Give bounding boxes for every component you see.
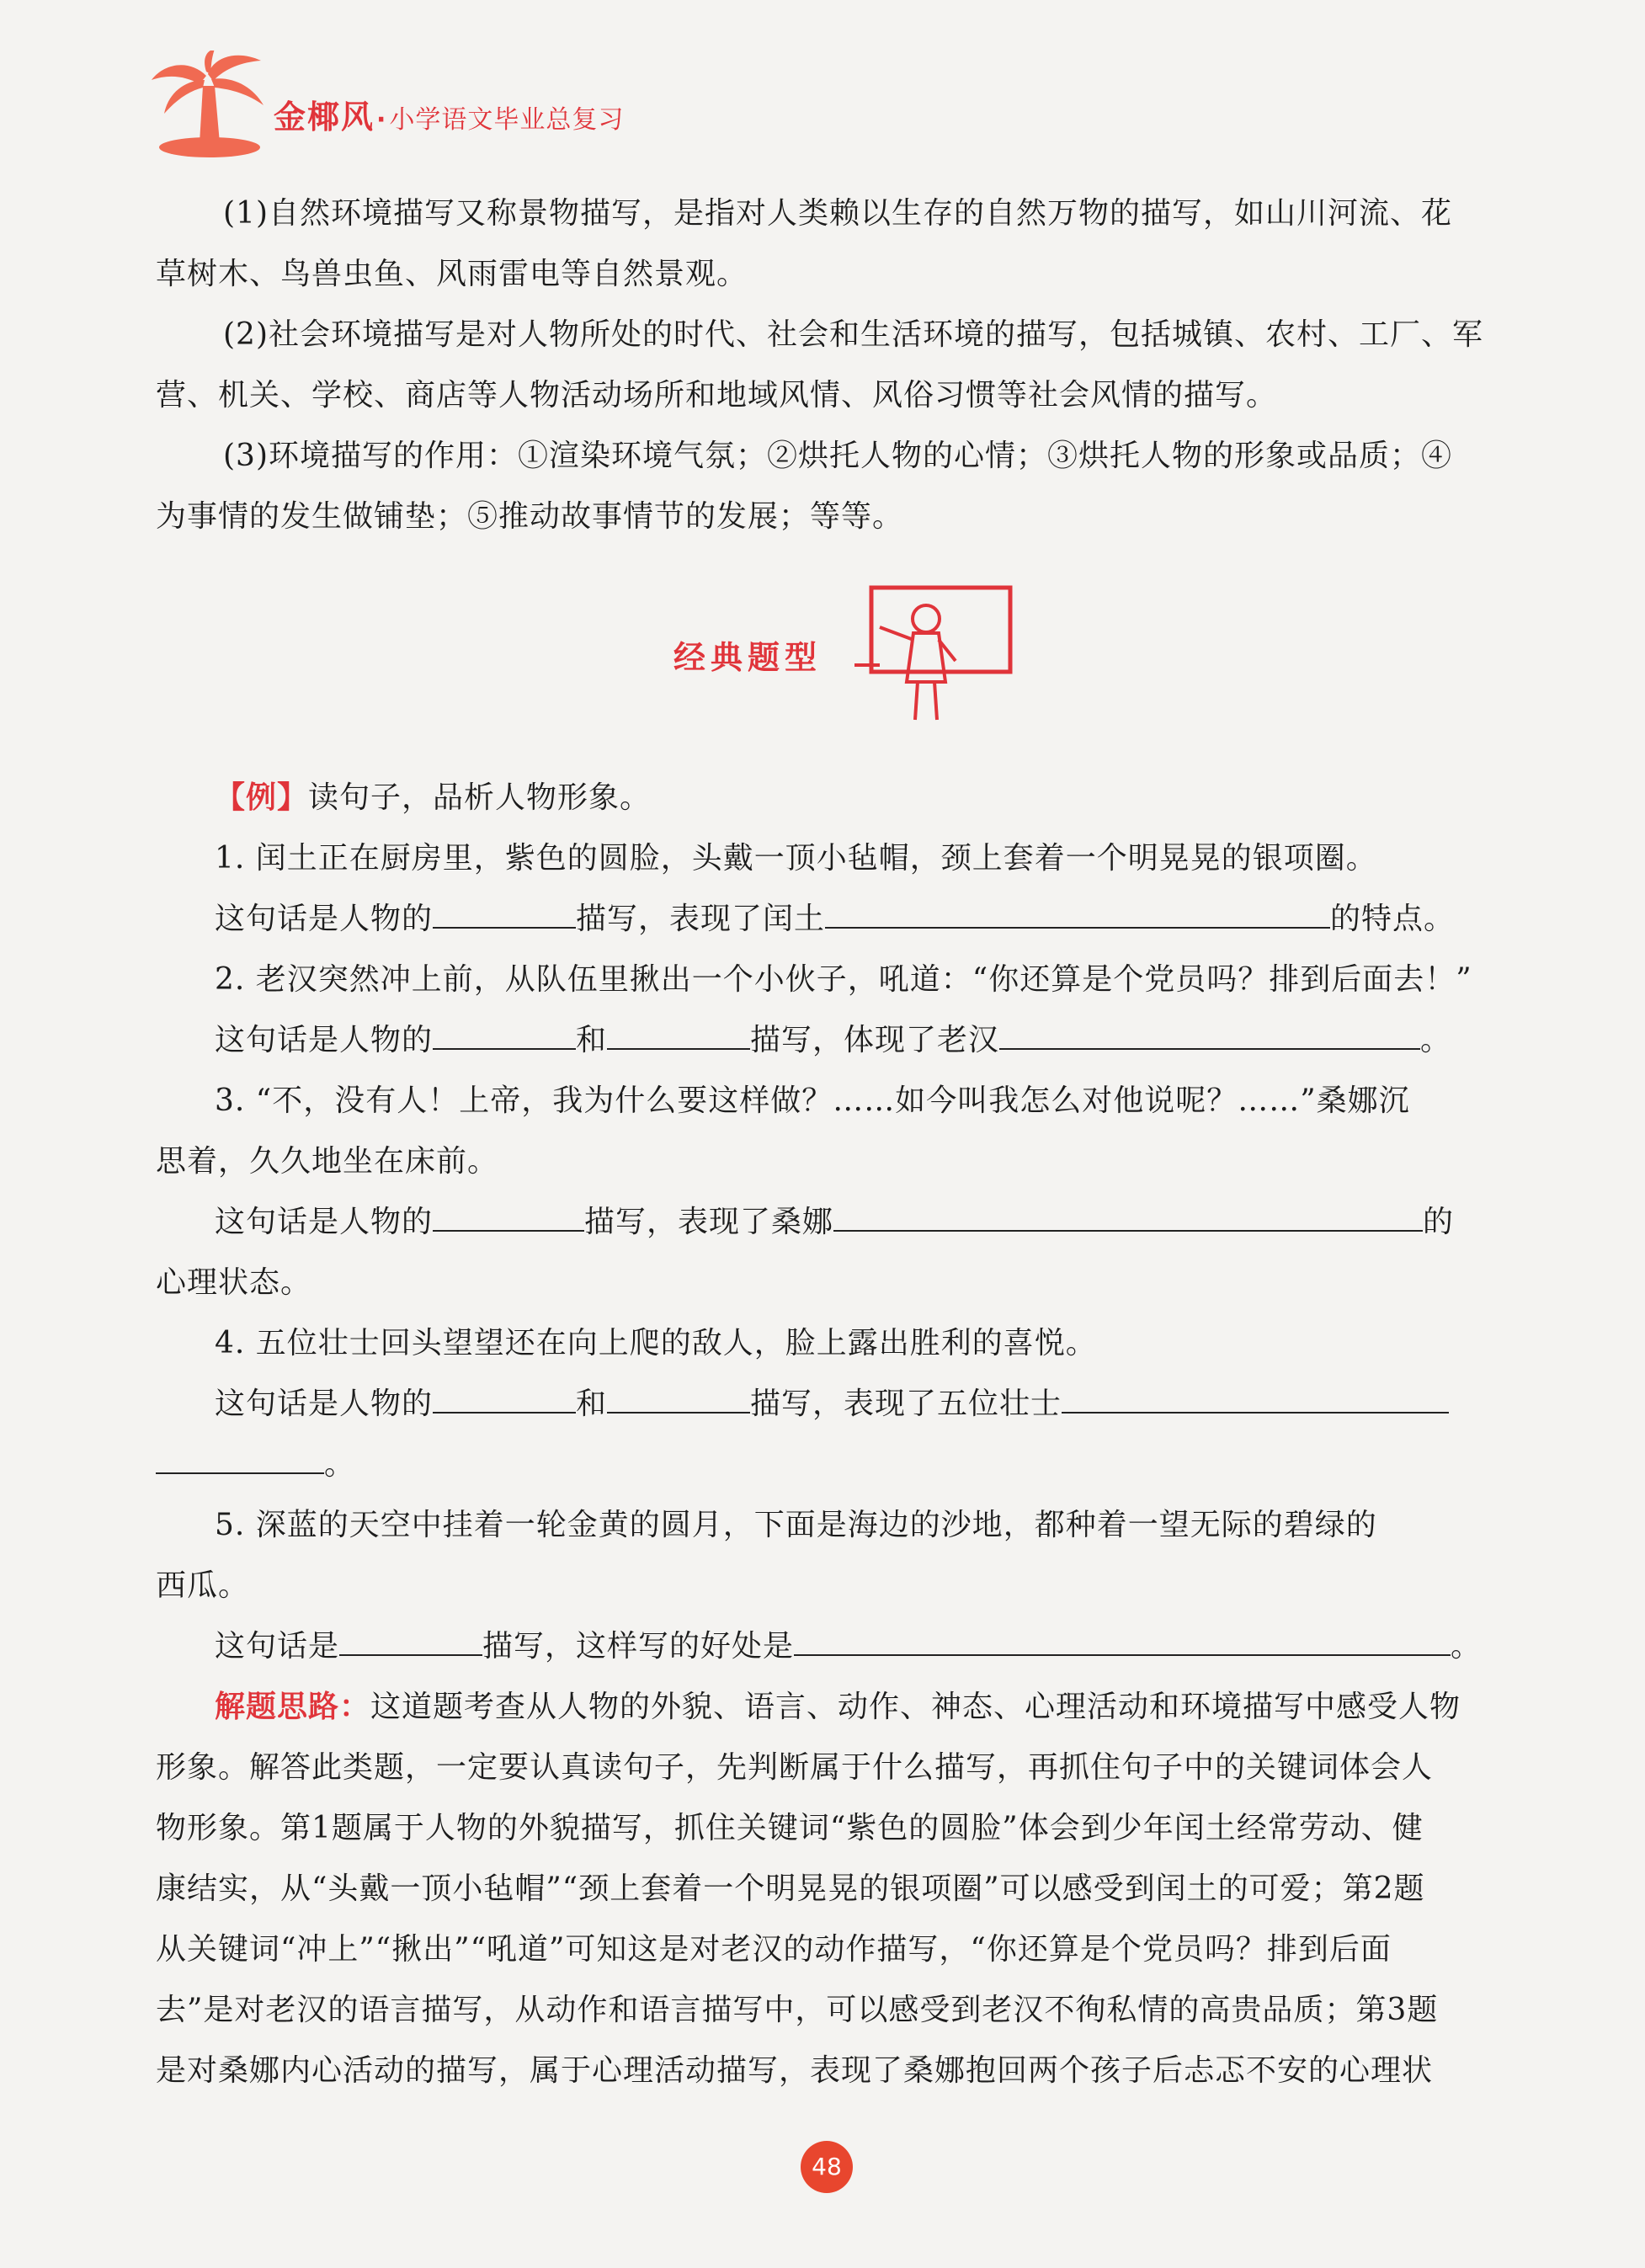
fill-text: 的特点。 <box>1330 902 1456 936</box>
text-line: 草树木、鸟兽虫鱼、风雨雷电等自然景观。 <box>156 257 748 291</box>
fill-text: 描写，表现了闰土 <box>576 902 826 936</box>
answer-blank[interactable] <box>825 897 1330 929</box>
analysis-line: 从关键词“冲上”“揪出”“吼道”可知这是对老汉的动作描写，“你还算是个党员吗？排到后面 <box>156 1932 1392 1967</box>
example-block <box>156 768 1503 1677</box>
fill-text: 这句话是人物的 <box>215 902 434 936</box>
page-number-badge: 48 <box>801 2141 853 2193</box>
question-4: 4. 五位壮士回头望望还在向上爬的敌人，脸上露出胜利的喜悦。 <box>215 1326 1097 1360</box>
analysis-block <box>156 1677 1503 2101</box>
section-heading <box>665 581 1019 732</box>
brand-dot: · <box>376 105 388 135</box>
question-3-cont: 思着，久久地坐在床前。 <box>156 1144 499 1179</box>
fill-text: 描写，表现了五位壮士 <box>750 1387 1062 1421</box>
fill-text: 这句话是人物的 <box>215 1205 434 1239</box>
fill-text: 的 <box>1423 1205 1455 1239</box>
fill-text: 这句话是 <box>215 1629 340 1664</box>
palm-tree-logo-icon <box>147 51 274 160</box>
answer-blank[interactable] <box>433 897 576 929</box>
fill-text: 描写，表现了桑娜 <box>584 1205 834 1239</box>
intro-paragraph-3 <box>156 426 1503 547</box>
text-line: (1)自然环境描写又称景物描写，是指对人类赖以生存的自然万物的描写，如山川河流、花 <box>223 196 1452 231</box>
example-label: 【例】 <box>215 780 309 815</box>
fill-text: 心理状态。 <box>156 1265 312 1300</box>
analysis-line: 是对桑娜内心活动的描写，属于心理活动描写，表现了桑娜抱回两个孩子后忐忑不安的心理状 <box>156 2053 1434 2088</box>
text-line: 营、机关、学校、商店等人物活动场所和地域风情、风俗习惯等社会风情的描写。 <box>156 378 1278 413</box>
fill-text: 。 <box>1451 1629 1483 1664</box>
intro-paragraph-2 <box>156 305 1503 426</box>
answer-blank[interactable] <box>433 1018 576 1050</box>
analysis-line: 这道题考查从人物的外貌、语言、动作、神态、心理活动和环境描写中感受人物 <box>370 1690 1461 1724</box>
analysis-line: 物形象。第1题属于人物的外貌描写，抓住关键词“紫色的圆脸”体会到少年闰土经常劳动、健 <box>156 1811 1424 1845</box>
answer-blank[interactable] <box>794 1624 1451 1656</box>
answer-blank[interactable] <box>607 1018 750 1050</box>
question-5: 5. 深蓝的天空中挂着一轮金黄的圆月，下面是海边的沙地，都种着一望无际的碧绿的 <box>215 1508 1377 1542</box>
question-1: 1. 闰土正在厨房里，紫色的圆脸，头戴一顶小毡帽，颈上套着一个明晃晃的银项圈。 <box>215 841 1377 876</box>
analysis-line: 形象。解答此类题，一定要认真读句子，先判断属于什么描写，再抓住句子中的关键词体会人 <box>156 1750 1434 1785</box>
text-line: (2)社会环境描写是对人物所处的时代、社会和生活环境的描写，包括城镇、农村、工厂、军 <box>223 317 1483 352</box>
answer-blank[interactable] <box>433 1382 576 1414</box>
answer-blank[interactable] <box>1062 1382 1449 1414</box>
fill-text: 描写，这样写的好处是 <box>482 1629 795 1664</box>
analysis-label: 解题思路： <box>215 1690 371 1724</box>
answer-blank[interactable] <box>607 1382 750 1414</box>
text-line: 为事情的发生做铺垫；⑤推动故事情节的发展；等等。 <box>156 499 904 534</box>
brand-name: 金椰风 <box>274 98 375 136</box>
answer-blank[interactable] <box>833 1200 1423 1232</box>
teacher-blackboard-icon <box>854 581 1023 732</box>
header <box>147 51 905 160</box>
example-prompt: 读句子，品析人物形象。 <box>308 780 652 815</box>
section-title: 经典题型 <box>673 639 822 676</box>
brand-title <box>274 91 624 137</box>
question-2: 2. 老汉突然冲上前，从队伍里揪出一个小伙子，吼道：“你还算是个党员吗？排到后面去！” <box>215 962 1472 997</box>
fill-text: 描写，体现了老汉 <box>750 1023 1000 1057</box>
intro-paragraph-1 <box>156 184 1503 305</box>
fill-text: 。 <box>324 1447 356 1482</box>
fill-text: 这句话是人物的 <box>215 1387 434 1421</box>
fill-text: 。 <box>1420 1023 1452 1057</box>
fill-text: 这句话是人物的 <box>215 1023 434 1057</box>
question-3: 3. “不，没有人！上帝，我为什么要这样做？……如今叫我怎么对他说呢？……”桑娜沉 <box>215 1083 1410 1118</box>
answer-blank[interactable] <box>433 1200 584 1232</box>
question-5-cont: 西瓜。 <box>156 1568 250 1603</box>
answer-blank[interactable] <box>999 1018 1420 1050</box>
brand-subtitle: 小学语文毕业总复习 <box>389 105 625 135</box>
analysis-line: 康结实，从“头戴一顶小毡帽”“颈上套着一个明晃晃的银项圈”可以感受到闰土的可爱；第2题 <box>156 1871 1425 1906</box>
fill-text: 和 <box>576 1023 608 1057</box>
analysis-line: 去”是对老汉的语言描写，从动作和语言描写中，可以感受到老汉不徇私情的高贵品质；第3题 <box>156 1993 1439 2027</box>
fill-text: 和 <box>576 1387 608 1421</box>
answer-blank[interactable] <box>339 1624 482 1656</box>
text-line: (3)环境描写的作用：①渲染环境气氛；②烘托人物的心情；③烘托人物的形象或品质；④ <box>223 439 1452 473</box>
answer-blank[interactable] <box>156 1442 324 1474</box>
